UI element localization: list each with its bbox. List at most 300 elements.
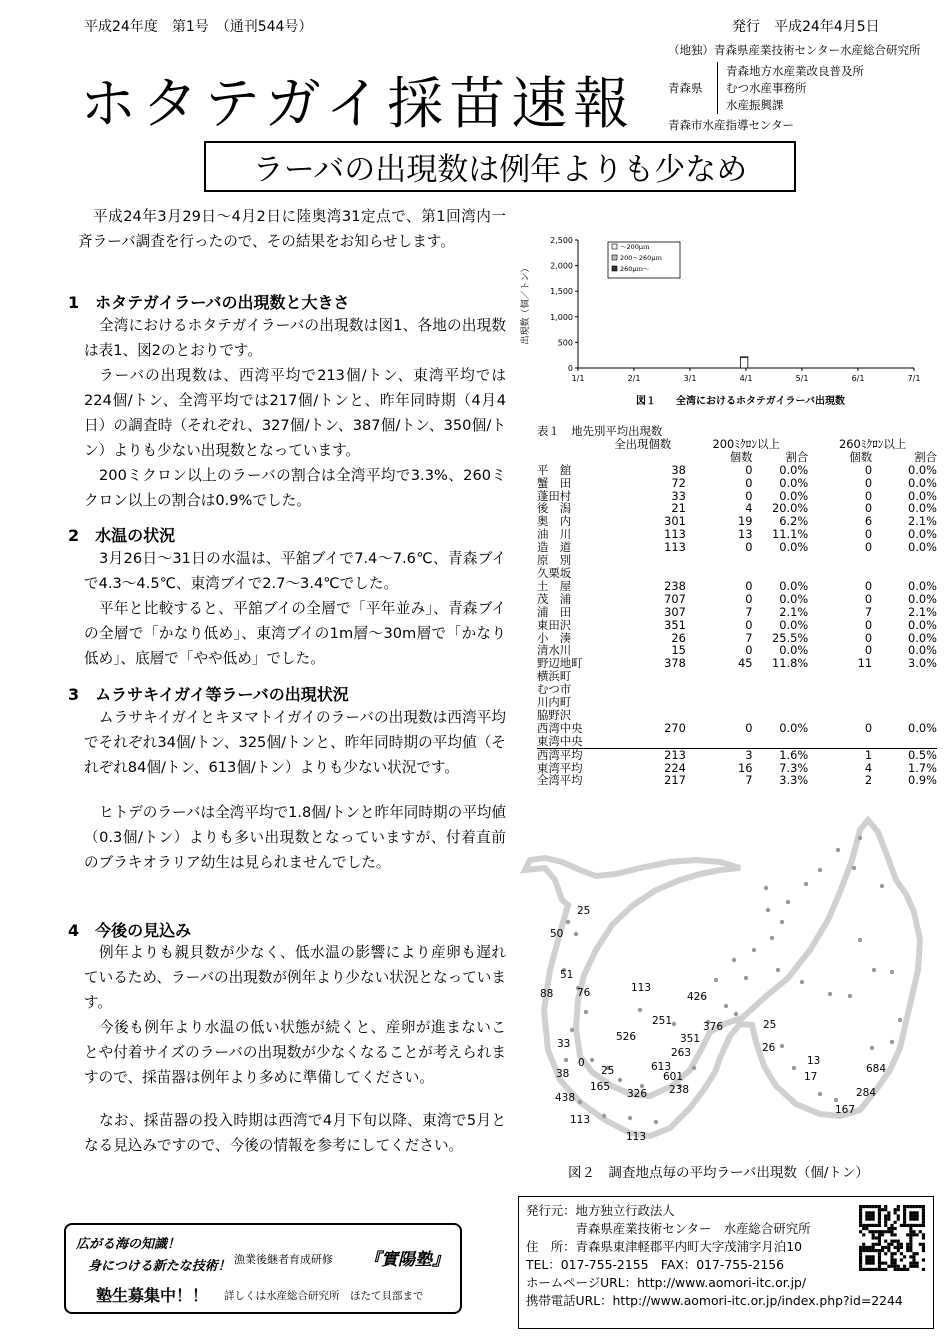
station-count-label: 684 [866,1063,887,1075]
value-cell: 0 [745,643,753,658]
section-4-para-2: 今後も例年より水温の低い状態が続くと、産卵が進まないことや付着サイズのラーバの出現数が少なくなることが考えられますので、採苗器は例年より多めに準備してください。 [84,1019,506,1086]
value-cell [592,567,686,580]
value-cell: 307 [664,604,686,619]
issue-number: 平成24年度 第1号 （通刊544号） [84,19,313,35]
station-count-label: 113 [570,1114,591,1126]
station-dot [836,848,840,852]
ad-contact: 詳しくは水産総合研究所 ほたて貝部まで [224,1290,424,1302]
station-dot [744,976,748,980]
x-tick-label: 3/1 [683,374,697,383]
station-dot [818,1092,822,1096]
pub-line-1: 発行元：地方独立行政法人 [526,1203,675,1218]
station-dot [766,908,770,912]
y-axis-label: 出現数（個／トン） [521,263,531,345]
section-3-para-2: ヒトデのラーバは全湾平均で1.8個/トンと昨年同時期の平均値（0.3個/トン）よりも多い出現数となっていますが、付着直前のブラキオラリア幼生は見られませんでした。 [84,804,506,871]
sub-count-200: 個数 [729,449,753,464]
ad-school: 『實陽塾』 [364,1250,449,1270]
intro-paragraph: 平成24年3月29日～4月2日に陸奥湾31定点で、第1回湾内一斉ラーバ調査を行ったので、その結果をお知らせします。 [78,208,506,250]
station-dot [618,1078,622,1082]
office-bracket [717,62,718,114]
homepage-url[interactable]: ホームページURL：http://www.aomori-itc.or.jp/ [526,1275,807,1290]
station-count-label: 326 [627,1088,648,1100]
series-area-0 [740,357,747,368]
station-count-label: 33 [557,1038,571,1050]
value-cell: 0 [864,591,873,606]
station-name-cell: 全湾平均 [537,773,583,788]
table-row [537,696,937,709]
section-2-heading: 2 水温の状況 [68,526,176,545]
prefecture-label: 青森県 [668,81,703,95]
y-tick-label: 1,500 [550,287,573,297]
station-dot [858,938,862,942]
value-cell: 0 [864,630,873,645]
qr-code-icon [859,1205,925,1271]
value-cell: 707 [664,591,686,606]
table-row [537,749,937,762]
station-name-cell: 川内町 [537,695,572,710]
value-cell: 3.0% [908,656,937,671]
station-name-cell: 造 道 [537,540,572,555]
value-cell [808,696,872,709]
value-cell: 21 [671,501,686,516]
larvae-area-chart [518,226,932,412]
value-cell: 1 [864,747,873,762]
table-row [537,477,937,490]
station-count-label: 113 [631,982,652,994]
station-count-label: 0 [578,1057,585,1069]
legend-swatch [612,244,617,249]
office-2: むつ水産事務所 [726,81,807,95]
section-3-para-1: ムラサキイガイとキヌマトイガイのラーバの出現数は西湾平均でそれぞれ34個/トン、325個/トンと、昨年同時期の平均値（それぞれ84個/トン、613個/トン）よりも少ない状況です。 [84,709,506,776]
ad-line-2: 身につける新たな技術！ [88,1259,231,1274]
value-cell [808,709,872,722]
value-cell: 0 [864,527,873,542]
station-dot [732,958,736,962]
pub-phone: TEL：017-755-2155 FAX：017-755-2156 [526,1257,784,1272]
station-name-cell: 東湾中央 [537,733,583,748]
sub-ratio-260: 割合 [914,449,937,464]
col-200-header: 200ﾐｸﾛﾝ以上 [712,436,780,451]
station-dot [786,900,790,904]
x-tick-label: 6/1 [851,374,865,383]
value-cell: 2.1% [908,514,937,529]
value-cell: 0 [864,617,873,632]
station-dot [898,1018,902,1022]
value-cell [592,735,686,748]
x-tick-label: 2/1 [627,374,641,383]
sub-count-260: 個数 [849,449,873,464]
value-cell [753,567,809,580]
value-cell: 0.0% [779,540,809,555]
value-cell: 0.0% [779,475,809,490]
value-cell: 11.1% [772,527,809,542]
value-cell [686,709,753,722]
station-count-label: 17 [804,1071,818,1083]
value-cell [872,554,937,567]
station-dot [880,884,884,888]
station-dot [578,1100,582,1104]
table-row [537,554,937,567]
table-row [537,774,937,787]
recruitment-ad [64,1223,462,1314]
table-row [537,541,937,554]
value-cell: 7 [864,604,873,619]
value-cell: 2.1% [908,604,937,619]
value-cell: 0 [745,462,753,477]
value-cell: 1.6% [779,747,809,762]
station-dot [584,1010,588,1014]
table-row [537,580,937,593]
value-cell: 270 [664,720,686,735]
value-cell: 0 [745,617,753,632]
station-dot [734,1012,738,1016]
station-dot [890,970,894,974]
station-count-label: 263 [671,1047,692,1059]
station-name-cell: 清水川 [537,643,572,658]
value-cell: 0.0% [908,488,937,503]
value-cell: 351 [664,617,686,632]
value-cell: 38 [671,462,686,477]
table-row [537,722,937,735]
legend-label: 260μｍ～ [620,265,650,273]
value-cell: 0.0% [908,475,937,490]
value-cell: 0.0% [908,630,937,645]
col-total-header: 全出現個数 [614,436,672,451]
value-cell: 0 [745,488,753,503]
station-count-label: 351 [680,1033,701,1045]
value-cell [686,683,753,696]
station-name-cell: 茂 浦 [537,591,572,606]
value-cell: 26 [671,630,686,645]
station-dots [562,836,902,1124]
table-row [537,644,937,657]
station-dot [714,978,718,982]
value-cell: 238 [664,578,686,593]
value-cell: 45 [738,656,753,671]
value-cell [808,735,872,748]
table-row [537,619,937,632]
station-dot [574,932,578,936]
value-cell: 0 [745,591,753,606]
station-count-label: 50 [550,928,564,940]
table-row [537,606,937,619]
station-dot [724,1004,728,1008]
table-row [537,670,937,683]
station-count-label: 25 [763,1019,777,1031]
station-dot [628,1116,632,1120]
value-cell: 0.0% [908,462,937,477]
station-dot [792,1066,796,1070]
station-dot [602,1114,606,1118]
station-name-cell: 蓬田村 [537,488,572,503]
value-cell: 0.0% [779,643,809,658]
value-cell: 0.0% [779,617,809,632]
station-count-label: 38 [556,1068,570,1080]
station-name-cell: 横浜町 [537,669,572,684]
station-dot [654,1120,658,1124]
table-title: 表１ 地先別平均出現数 [537,424,663,438]
section-4-heading: 4 今後の見込み [68,921,192,940]
value-cell: 0 [864,475,873,490]
value-cell [753,735,809,748]
mutsu-bay-map [520,810,940,1160]
value-cell [753,670,809,683]
table-row [537,657,937,670]
ad-recruit: 塾生募集中！！ [96,1286,209,1305]
section-4-para-1: 例年よりも親貝数が少なく、低水温の影響により産卵も遅れているため、ラーバの出現数が例年より少ない状況となっています。 [84,944,506,1011]
station-count-label: 426 [687,991,708,1003]
table-summary [537,748,937,788]
station-count-label: 526 [616,1031,637,1043]
station-dot [780,920,784,924]
station-name-cell: 小 湊 [537,630,572,645]
value-cell [592,670,686,683]
table-row [537,515,937,528]
table-row [537,464,937,477]
station-count-label: 167 [835,1104,856,1116]
issue-date: 発行 平成24年4月5日 [732,19,880,35]
figure-1 [518,226,932,412]
table-row [537,567,937,580]
value-cell: 0 [864,643,873,658]
station-name-cell: 平 舘 [537,462,572,477]
value-cell [753,554,809,567]
value-cell: 1.7% [908,760,937,775]
y-tick-label: 2,500 [550,236,573,245]
station-count-label: 438 [555,1092,576,1104]
value-cell: 11.8% [772,656,809,671]
value-cell: 213 [664,747,686,762]
station-name-cell: むつ市 [537,682,572,697]
table-row [537,762,937,775]
value-cell: 7 [745,604,753,619]
value-cell: 0.0% [908,591,937,606]
station-dot [890,1040,894,1044]
value-cell: 378 [664,656,686,671]
station-count-label: 251 [652,1015,673,1027]
value-cell: 0 [864,720,873,735]
sub-ratio-200: 割合 [785,449,809,464]
value-cell: 6 [864,514,873,529]
value-cell: 0.0% [908,540,937,555]
y-tick-label: 1,000 [550,312,573,322]
value-cell: 4 [864,760,873,775]
station-dot [776,968,780,972]
station-name-cell: 東湾平均 [537,760,583,775]
y-tick-label: 2,000 [550,261,573,271]
value-cell [686,554,753,567]
value-cell: 0 [864,540,873,555]
table-1 [537,425,937,787]
city-center: 青森市水産指導センター [668,118,795,132]
publisher: （地独）青森県産業技術センター水産総合研究所 [668,43,921,57]
value-cell [753,696,809,709]
value-cell: 0 [745,475,753,490]
value-cell: 0.0% [908,643,937,658]
x-tick-label: 5/1 [795,374,809,383]
station-name-cell: 脇野沢 [537,707,572,722]
station-dot [872,968,876,972]
value-cell: 113 [664,540,686,555]
station-dot [692,1066,696,1070]
chart-title: 図１ 全湾におけるホタテガイラーバ出現数 [636,396,845,407]
office-3: 水産振興課 [726,98,784,112]
value-cell: 2 [864,773,873,788]
value-cell [872,735,937,748]
figure-2-caption: 図２ 調査地点毎の平均ラーバ出現数（個/トン） [568,1165,869,1181]
table-body [537,464,937,748]
station-dot [638,1008,642,1012]
table-row [537,528,937,541]
station-dot [752,948,756,952]
station-name-cell: 浦 田 [537,604,572,619]
station-name-cell: 久栗坂 [537,565,572,580]
value-cell: 7 [745,630,753,645]
value-cell [808,554,872,567]
station-name-cell: 蟹 田 [537,475,572,490]
table-row [537,593,937,606]
value-cell [592,683,686,696]
station-dot [672,1022,676,1026]
figure-2-map [520,810,940,1160]
value-cell: 13 [738,527,753,542]
value-cell: 2.1% [779,604,809,619]
value-cell: 3.3% [779,773,809,788]
station-dot [828,992,832,996]
x-tick-label: 1/1 [571,374,585,383]
table-row [537,683,937,696]
value-cell: 15 [671,643,686,658]
value-cell [686,567,753,580]
station-dot [566,920,570,924]
col-260-header: 260ﾐｸﾛﾝ以上 [838,436,907,451]
value-cell: 0.5% [908,747,937,762]
value-cell: 0.0% [908,720,937,735]
section-1-para-3: 200ミクロン以上のラーバの割合は全湾平均で3.3%、260ミクロン以上の割合は0.9%でした。 [84,467,506,509]
station-count-label: 376 [703,1021,724,1033]
value-cell: 0 [745,578,753,593]
value-cell: 0 [864,578,873,593]
value-cell [753,709,809,722]
station-dot [858,836,862,840]
value-cell: 11 [857,656,873,671]
station-name-cell: 後 潟 [537,501,572,516]
value-cell [872,709,937,722]
value-cell: 7.3% [779,760,809,775]
mobile-url[interactable]: 携帯電話URL：http://www.aomori-itc.or.jp/index.php?id=2244 [526,1293,903,1308]
value-cell [872,683,937,696]
value-cell: 0 [864,488,873,503]
section-3-heading: 3 ムラサキイガイ等ラーバの出現状況 [68,685,349,704]
value-cell [686,735,753,748]
value-cell [686,696,753,709]
ad-line-1: 広がる海の知識！ [76,1237,181,1252]
station-dot [834,1098,838,1102]
value-cell [872,567,937,580]
station-name-cell: 東田沢 [537,617,572,632]
station-dot [852,866,856,870]
station-count-label: 26 [762,1042,776,1054]
table-row [537,502,937,515]
station-name-cell: 油 川 [537,527,572,542]
value-cell: 0.0% [779,488,809,503]
station-dot [848,994,852,998]
section-2-para-1: 3月26日～31日の水温は、平舘ブイで7.4～7.6℃、青森ブイで4.3～4.5℃、東湾ブイで2.7～3.4℃でした。 [84,550,506,592]
value-cell: 16 [738,760,753,775]
ad-program: 漁業後継者育成研修 [234,1253,333,1266]
value-cell: 0 [864,501,873,516]
table-header-row [537,438,937,451]
station-dot [770,936,774,940]
station-count-label: 25 [601,1065,615,1077]
value-cell: 0.0% [908,501,937,516]
value-cell: 217 [664,773,686,788]
station-dot [764,886,768,890]
station-name-cell: 西湾中央 [537,720,583,735]
station-count-label: 113 [626,1131,647,1143]
value-cell [872,696,937,709]
section-1-heading: 1 ホタテガイラーバの出現数と大きさ [68,293,350,312]
value-cell [686,670,753,683]
value-cell: 4 [745,501,753,516]
station-name-cell: 西湾平均 [537,747,583,762]
value-cell: 0 [864,462,873,477]
pub-address: 住 所：青森県東津軽郡平内町大字茂浦字月泊10 [526,1239,802,1254]
value-cell: 0.0% [779,591,809,606]
station-count-label: 284 [856,1087,877,1099]
station-count-label: 238 [669,1084,690,1096]
value-cell: 0.0% [908,527,937,542]
section-2-para-2: 平年と比較すると、平舘ブイの全層で「平年並み」、青森ブイの全層で「かなり低め」、東湾ブイの1m層～30m層で「かなり低め」、底層で「やや低め」でした。 [84,600,506,667]
legend-swatch [612,255,617,260]
y-tick-label: 0 [567,364,573,373]
value-cell: 0 [745,540,753,555]
y-tick-label: 500 [557,338,573,348]
table-subheader-row [537,451,937,464]
value-cell [592,709,686,722]
value-cell [872,670,937,683]
station-dot [870,1046,874,1050]
value-cell [808,683,872,696]
station-count-label: 88 [540,988,554,1000]
station-count-label: 601 [663,1071,684,1083]
station-count-label: 13 [807,1055,821,1067]
section-1-para-1: 全湾におけるホタテガイラーバの出現数は図1、各地の出現数は表1、図2のとおりです。 [84,317,506,359]
station-dot [800,980,804,984]
value-cell: 0 [745,720,753,735]
value-cell: 19 [738,514,753,529]
page-title: ホタテガイ採苗速報 [80,72,636,137]
value-cell: 0.0% [779,462,809,477]
table-row [537,632,937,645]
station-dot [564,1058,568,1062]
value-cell: 224 [664,760,686,775]
value-cell: 6.2% [779,514,809,529]
value-cell [592,554,686,567]
station-dot [780,1044,784,1048]
table-row [537,490,937,503]
station-count-label: 165 [590,1081,611,1093]
legend-swatch [612,266,617,271]
station-count-label: 51 [560,969,574,981]
station-dot [804,882,808,886]
value-cell [808,567,872,580]
pub-line-2: 青森県産業技術センター 水産総合研究所 [526,1221,811,1236]
value-cell: 113 [664,527,686,542]
value-cell [592,696,686,709]
value-cell: 33 [671,488,686,503]
station-name-cell: 原 別 [537,553,572,568]
